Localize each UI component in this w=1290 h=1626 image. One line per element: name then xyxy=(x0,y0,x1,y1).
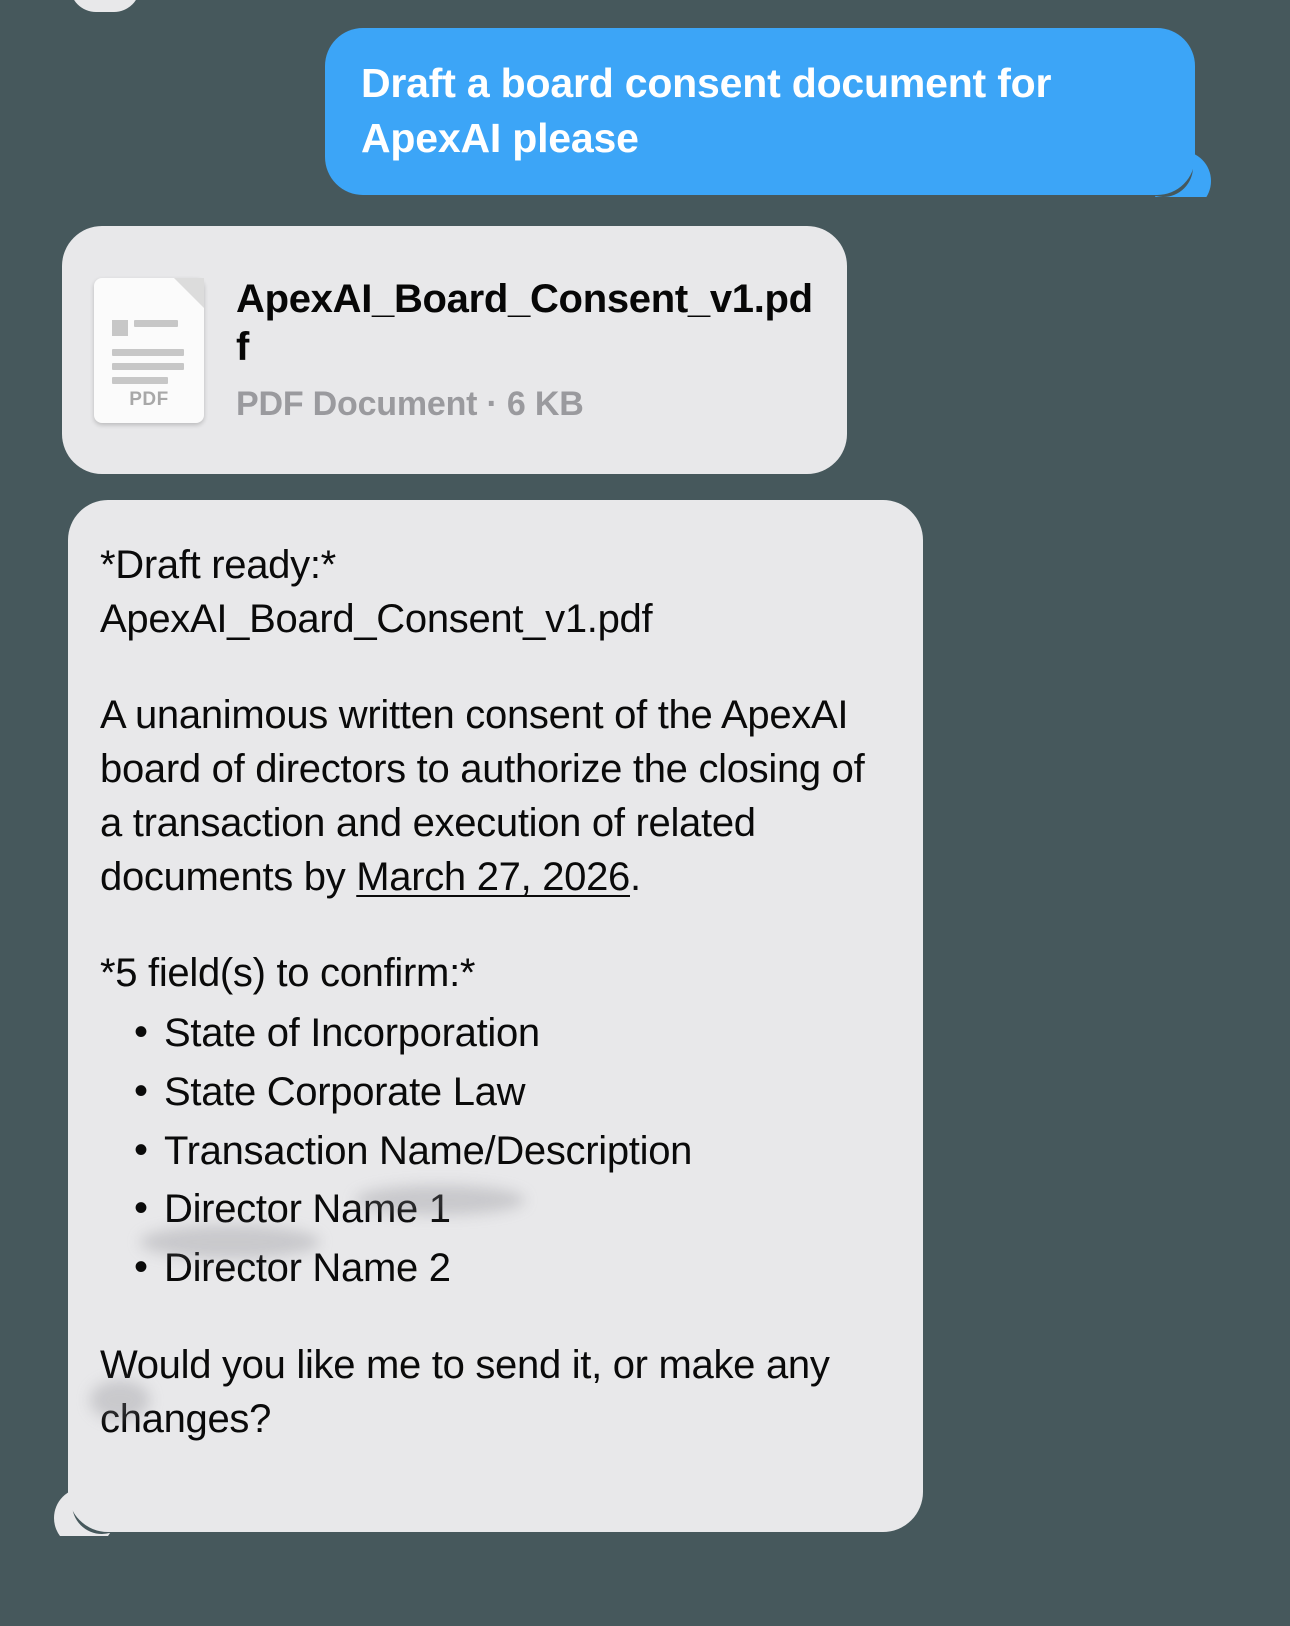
list-item: • State of Incorporation xyxy=(134,1006,887,1061)
list-item: • Transaction Name/Description xyxy=(134,1124,887,1179)
document-preview-lines xyxy=(112,320,184,391)
bubble-tail xyxy=(1155,153,1211,197)
fields-to-confirm-title: *5 field(s) to confirm:* xyxy=(100,951,476,995)
attachment-filename: ApexAI_Board_Consen⁠t_v1.pdf xyxy=(236,277,813,369)
bubble-tail xyxy=(54,1490,110,1536)
pdf-document-icon[interactable] xyxy=(94,278,204,423)
summary-text-before-date: A unanimous written consent of the ApexAI board of directors to authorize the closing of a transaction and execution of related documents by xyxy=(100,693,865,899)
fields-to-confirm-block xyxy=(100,946,887,1296)
pdf-badge-label: PDF xyxy=(129,388,169,410)
draft-ready-label: *Draft ready:* xyxy=(100,543,336,587)
list-item: • Director Name 2 xyxy=(134,1241,887,1296)
page-fold xyxy=(174,278,204,308)
fields-to-confirm-list xyxy=(100,1006,887,1296)
follow-up-question: Would you like me to send it, or make any changes? xyxy=(100,1342,830,1441)
draft-summary xyxy=(100,688,887,904)
attachment-meta: PDF Document · 6 KB xyxy=(236,384,584,423)
list-item: • Director Name 1 xyxy=(134,1182,887,1237)
summary-text-after-date: . xyxy=(630,855,641,899)
attachment-message-bubble[interactable] xyxy=(62,226,847,474)
outgoing-message-text: Draft a board consent document for ApexAI please xyxy=(361,60,1052,161)
list-item: • State Corporate Law xyxy=(134,1065,887,1120)
draft-filename: ApexAI_Board_Consent_v1.pdf xyxy=(100,597,653,641)
reply-message-bubble[interactable] xyxy=(68,500,923,1532)
draft-ready-block xyxy=(100,538,887,646)
attachment-details xyxy=(236,276,815,423)
deadline-date: March 27, 2026 xyxy=(356,855,630,899)
outgoing-message-bubble[interactable] xyxy=(325,28,1195,195)
previous-message-bubble-stub xyxy=(70,0,140,12)
